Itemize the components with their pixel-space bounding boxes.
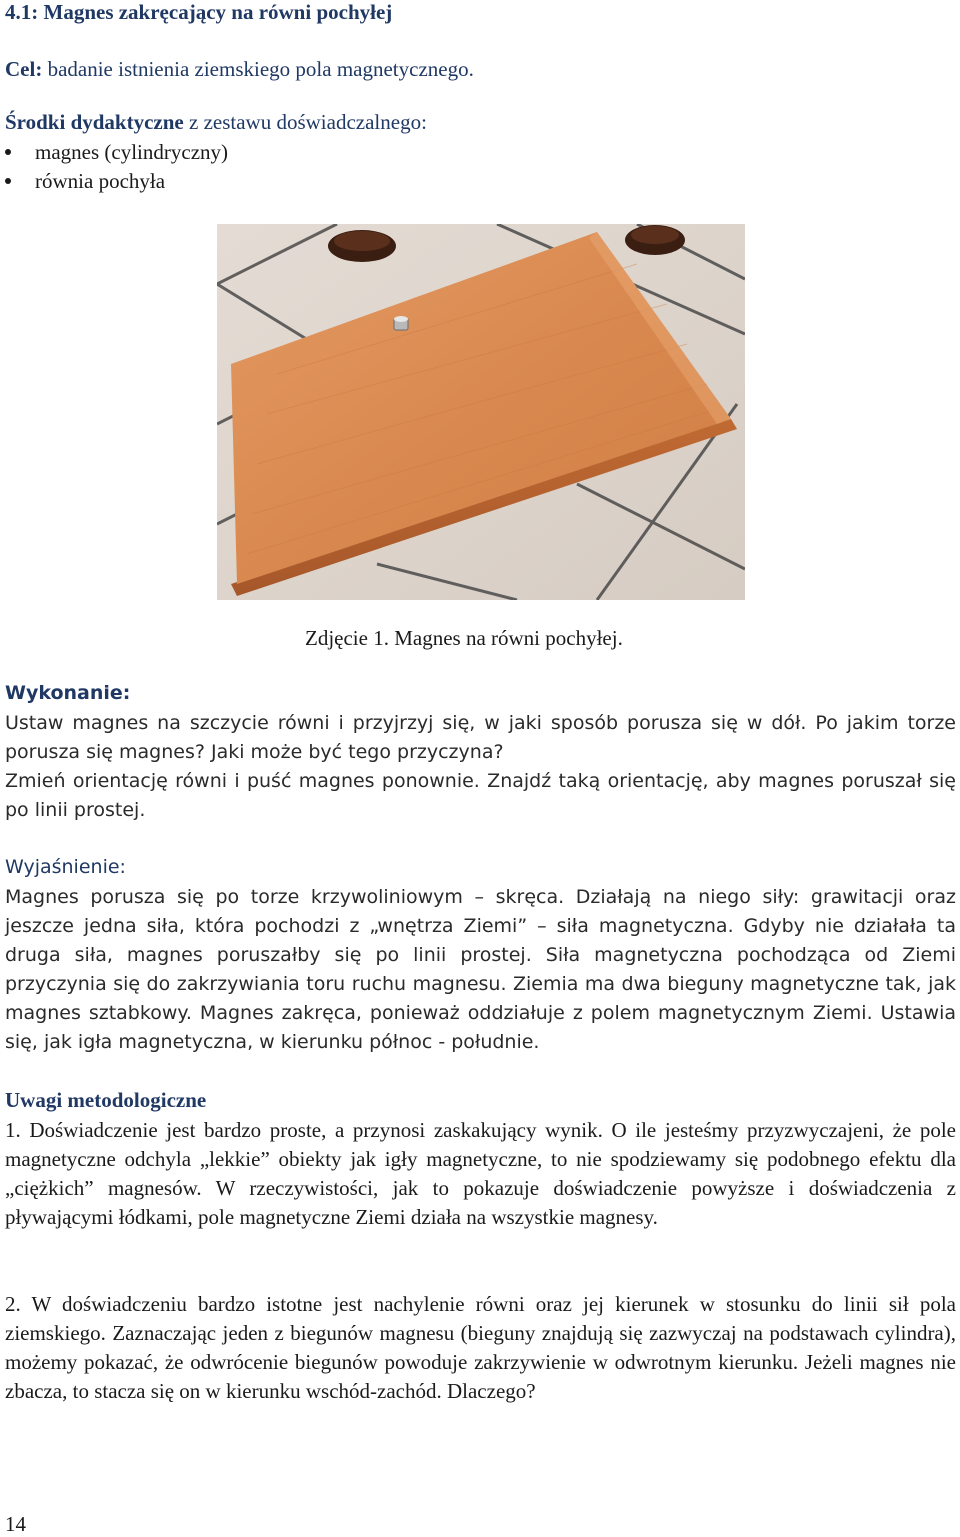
experiment-photo: [217, 224, 745, 600]
goal-text: badanie istnienia ziemskiego pola magnetycznego.: [42, 57, 474, 81]
aids-line: [5, 110, 427, 135]
section-heading: 4.1: Magnes zakręcający na równi pochyłej: [5, 0, 393, 24]
aids-text: z zestawu doświadczalnego:: [183, 110, 427, 134]
page-number: 14: [5, 1512, 26, 1536]
execution-paragraph-2: Zmień orientację równi i puść magnes ponownie. Znajdź taką orientację, aby magnes poruszał się po linii prostej.: [5, 770, 956, 821]
aids-item: równia pochyła: [5, 169, 165, 194]
bullet-dot-icon: [5, 178, 11, 184]
execution-paragraph-1: Ustaw magnes na szczycie równi i przyjrzyj się, w jaki sposób porusza się w dół. Po jakim torze porusza się magnes? Jaki może być tego przyczyna?: [5, 712, 956, 763]
remarks-heading: Uwagi metodologiczne: [5, 1088, 207, 1112]
bullet-dot-icon: [5, 149, 11, 155]
explanation-heading: Wyjaśnienie:: [5, 856, 126, 878]
remarks-point-2: 2. W doświadczeniu bardzo istotne jest nachylenie równi oraz jej kierunek w stosunku do linii sił pola ziemskiego. Zaznaczając jeden z biegunów magnesu (bieguny znajdują się zazwyczaj na podstawach cylindra), możemy pokazać, że odwrócenie biegunów powoduje zakrzywienie w odwrotnym kierunku. Jeżeli magnes nie zbacza, to stacza się on w kierunku wschód-zachód. Dlaczego?: [5, 1292, 956, 1403]
photo-caption: Zdjęcie 1. Magnes na równi pochyłej.: [305, 626, 623, 650]
remarks-point-1: 1. Doświadczenie jest bardzo proste, a przynosi zaskakujący wynik. O ile jesteśmy przyzwyczajeni, że pole magnetyczne odchyla „lekkie” obiekty jak igły magnetyczne, to nie spodziewamy się podobnego efektu dla „ciężkich” magnesów. W rzeczywistości, jak to pokazuje doświadczenie powyższe i doświadczenia z pływającymi łódkami, pole magnetyczne Ziemi działa na wszystkie magnesy.: [5, 1118, 956, 1229]
goal-label: Cel:: [5, 57, 43, 81]
aids-item: magnes (cylindryczny): [5, 140, 228, 165]
goal-line: [5, 57, 474, 82]
aids-label: Środki dydaktyczne: [5, 110, 184, 134]
explanation-paragraph: Magnes porusza się po torze krzywoliniowym – skręca. Działają na niego siły: grawitacji oraz jeszcze jedna siła, która pochodzi z „wnętrza Ziemi” – siła magnetyczna. Gdyby nie działała ta druga siła, magnes poruszałby się po linii prostej. Siła magnetyczna pochodząca od Ziemi przyczynia się do zakrzywiania toru ruchu magnesu. Ziemia ma dwa bieguny magnetyczne tak, jak magnes sztabkowy. Magnes zakręca, ponieważ oddziałuje z polem magnetycznym Ziemi. Ustawia się, jak igła magnetyczna, w kierunku północ - południe.: [5, 886, 956, 1053]
execution-heading: Wykonanie:: [5, 682, 131, 704]
